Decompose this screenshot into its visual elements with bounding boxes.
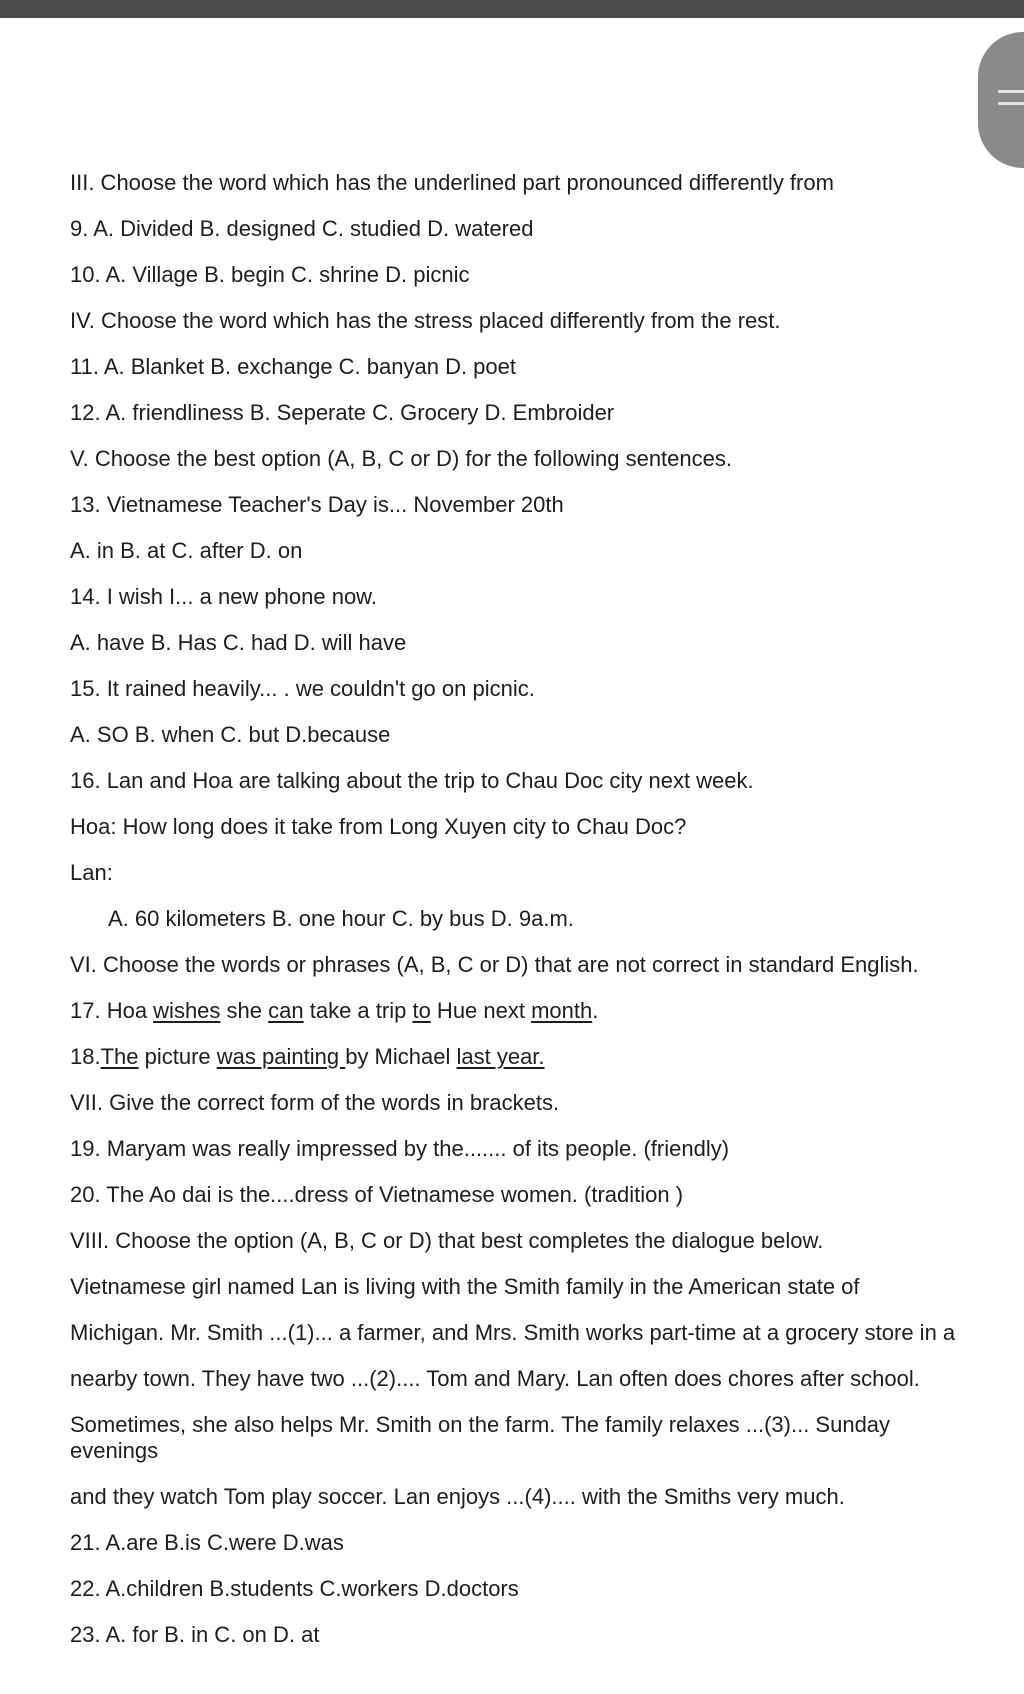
passage-line-3: nearby town. They have two ...(2).... Tom and Mary. Lan often does chores after school.: [70, 1366, 920, 1391]
top-bar: [0, 0, 1024, 18]
q17-text: she: [220, 998, 269, 1023]
q17-underlined-d: month: [531, 998, 593, 1023]
question-16: 16. Lan and Hoa are talking about the trip to Chau Doc city next week.: [70, 768, 754, 793]
scroll-handle[interactable]: [978, 32, 1024, 168]
question-13-options: A. in B. at C. after D. on: [70, 538, 303, 563]
question-15-options: A. SO B. when C. but D.because: [70, 722, 391, 747]
question-15: 15. It rained heavily... . we couldn't go on picnic.: [70, 676, 535, 701]
question-13: 13. Vietnamese Teacher's Day is... November 20th: [70, 492, 564, 517]
question-16-hoa: Hoa: How long does it take from Long Xuyen city to Chau Doc?: [70, 814, 687, 839]
section-heading-iv: IV. Choose the word which has the stress placed differently from the rest.: [70, 308, 781, 333]
q18-underlined-c: last year.: [456, 1044, 545, 1069]
q17-text: Hue next: [430, 998, 532, 1023]
section-heading-iii: III. Choose the word which has the underlined part pronounced differently from: [70, 170, 834, 195]
question-14: 14. I wish I... a new phone now.: [70, 584, 377, 609]
question-17: [70, 988, 1014, 1034]
section-heading-v: V. Choose the best option (A, B, C or D) for the following sentences.: [70, 446, 732, 471]
question-14-options: A. have B. Has C. had D. will have: [70, 630, 407, 655]
passage-line-1: Vietnamese girl named Lan is living with the Smith family in the American state of: [70, 1274, 860, 1299]
worksheet: [70, 160, 1014, 1658]
q17-text: take a trip: [303, 998, 413, 1023]
q18-underlined-a: The: [100, 1044, 139, 1069]
passage-line-2: Michigan. Mr. Smith ...(1)... a farmer, and Mrs. Smith works part-time at a grocery store in a: [70, 1320, 956, 1345]
q18-text: 18.: [70, 1044, 101, 1069]
q17-underlined-a: wishes: [153, 998, 221, 1023]
grip-line-icon: [998, 90, 1024, 93]
question-21: 21. A.are B.is C.were D.was: [70, 1530, 344, 1555]
q18-underlined-b: was painting: [216, 1044, 346, 1069]
question-11: 11. A. Blanket B. exchange C. banyan D. poet: [70, 354, 516, 379]
q18-text: by Michael: [345, 1044, 457, 1069]
question-9: 9. A. Divided B. designed C. studied D. watered: [70, 216, 534, 241]
question-22: 22. A.children B.students C.workers D.doctors: [70, 1576, 519, 1601]
section-heading-vi: VI. Choose the words or phrases (A, B, C or D) that are not correct in standard English.: [70, 952, 919, 977]
question-10: 10. A. Village B. begin C. shrine D. picnic: [70, 262, 470, 287]
passage-line-4: Sometimes, she also helps Mr. Smith on the farm. The family relaxes ...(3)... Sunday evenings: [70, 1412, 891, 1463]
q18-text: picture: [138, 1044, 217, 1069]
q17-underlined-c: to: [412, 998, 431, 1023]
question-12: 12. A. friendliness B. Seperate C. Grocery D. Embroider: [70, 400, 615, 425]
question-16-options: A. 60 kilometers B. one hour C. by bus D. 9a.m.: [108, 906, 574, 931]
question-16-lan: Lan:: [70, 860, 113, 885]
q17-text: .: [592, 998, 599, 1023]
question-23: 23. A. for B. in C. on D. at: [70, 1622, 320, 1647]
section-heading-vii: VII. Give the correct form of the words in brackets.: [70, 1090, 560, 1115]
question-18: [70, 1034, 1014, 1080]
question-20: 20. The Ao dai is the....dress of Vietnamese women. (tradition ): [70, 1182, 684, 1207]
grip-line-icon: [998, 102, 1024, 105]
section-heading-viii: VIII. Choose the option (A, B, C or D) that best completes the dialogue below.: [70, 1228, 824, 1253]
q17-underlined-b: can: [268, 998, 304, 1023]
question-19: 19. Maryam was really impressed by the....... of its people. (friendly): [70, 1136, 730, 1161]
q17-text: 17. Hoa: [70, 998, 154, 1023]
passage-line-5: and they watch Tom play soccer. Lan enjoys ...(4).... with the Smiths very much.: [70, 1484, 845, 1509]
